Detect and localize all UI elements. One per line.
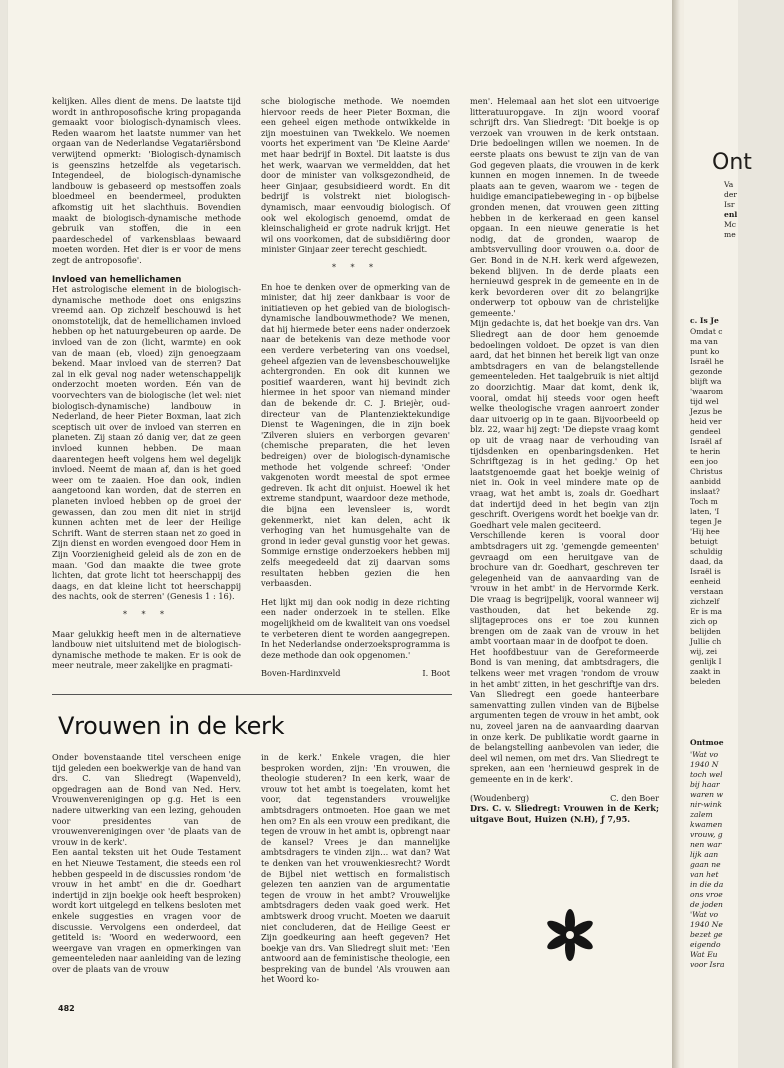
- right-page-column: [690, 327, 750, 687]
- text-line: 1940 N: [690, 760, 719, 769]
- text-line: zaakt in: [690, 667, 721, 676]
- text-line: toch wel: [690, 770, 723, 779]
- right-page-heading: Ontmoe: [690, 738, 724, 747]
- asterisk-ornament-icon: [540, 905, 600, 965]
- text-line: eenheid: [690, 577, 721, 586]
- paragraph: Mijn gedachte is, dat het boekje van drs. Van Sliedregt aan de door hem genoemde bedoelingen voldoet. De opzet is van dien aard, dat het binnen het bereik ligt van onze ambtsdragers en van de belangstellende gemeenteleden. Het taalgebruik is niet altijd zo doorzichtig. Maar dat komt, denk ik, vooral, omdat hij steeds voor ogen heeft welke theologische vragen aanroert zonder daar uitvoerig op in te gaan. Bijvoorbeeld op blz. 22, waar hij zegt: 'De diepste vraag komt op uit de vraag naar de verhouding van tijdsdenken en openbaringsdenken. Het Schriftgezag is in het geding.' Op het laatstgenoemde gaat het boekje weinig of niet in. Ook in veel mindere mate op de vraag, wat het ambt is, zoals dr. Goedhart dat indertijd deed in het begin van zijn geschrift. Overigens wordt het boekje van dr. Goedhart vele malen geciteerd.: [470, 318, 659, 530]
- text-line: tegen Je: [690, 517, 722, 526]
- text-line: beleden: [690, 677, 721, 686]
- text-line: lijk aan: [690, 850, 719, 859]
- text-line: in die da: [690, 880, 724, 889]
- text-line: 'Wat vo: [690, 750, 719, 759]
- text-line: ma van: [690, 337, 718, 346]
- text-line: verstaan: [690, 587, 724, 596]
- paragraph: Het hoofdbestuur van de Gereformeerde Bond is van mening, dat ambtsdragers, die telkens weer met vragen 'rondom de vrouw in het ambt' zitten, in het geschriftje van drs. Van Sliedregt een goede hanteerbare samenvatting zullen vinden van de Bijbelse argumenten tegen de vrouw in het ambt, ook nu, zoveel jaren na de aanvaarding daarvan in onze kerk. De publikatie wordt gaarne in de belangstelling aanbevolen van ieder, die deel wil nemen, om met drs. Van Sliedregt te spreken, aan een 'hernieuwd gesprek in de gemeente en in de kerk'.: [470, 646, 659, 784]
- book-reference: Drs. C. v. Sliedregt: Vrouwen in de Kerk; uitgave Bout, Huizen (N.H), ƒ 7,95.: [470, 803, 659, 824]
- author-place: Boven-Hardinxveld: [261, 668, 341, 679]
- text-line: betuigt: [690, 537, 718, 546]
- text-line: bezet ge: [690, 930, 723, 939]
- page-number: 482: [58, 1004, 75, 1013]
- text-line: wij, zei: [690, 647, 718, 656]
- right-page: [684, 0, 752, 1068]
- text-line: zichzelf: [690, 597, 720, 606]
- text-line: inslaat?: [690, 487, 720, 496]
- text-line: kwamen: [690, 820, 723, 829]
- text-line: Israël he: [690, 357, 724, 366]
- text-line: een joo: [690, 457, 718, 466]
- paragraph: Verschillende keren is vooral door ambtsdragers uit zg. 'gemengde gemeenten' gevraagd om een heruitgave van de brochure van dr. Goedhart, geschreven ter gelegenheid van de aanvaarding van de 'vrouw in het ambt' in de Hervormde Kerk. Die vraag is begrijpelijk, vooral wanneer wij vasthouden, dat het bekende zg. slijtageproces ons er toe zou kunnen brengen om de zaak van de vrouw in het ambt voortaan maar in de doofpot te doen.: [470, 530, 659, 647]
- text-line: zalem: [690, 810, 713, 819]
- text-line: zich op: [690, 617, 718, 626]
- text-line: 'Wat vo: [690, 910, 719, 919]
- text-line: gezonde: [690, 367, 723, 376]
- author-place: (Woudenberg): [470, 792, 530, 803]
- right-page-column: [690, 750, 750, 970]
- text-line: Israël is: [690, 567, 721, 576]
- text-line: de joden: [690, 900, 723, 909]
- text-line: punt ko: [690, 347, 720, 356]
- text-line: Jezus be: [690, 407, 723, 416]
- article-title: Vrouwen in de kerk: [58, 712, 285, 740]
- right-page-heading: c. Is Je: [690, 316, 719, 325]
- text-line: te herin: [690, 447, 721, 456]
- section-separator: * * *: [331, 262, 380, 272]
- text-line: Er is ma: [690, 607, 723, 616]
- text-line: Israël af: [690, 437, 722, 446]
- text-line: gaan ne: [690, 860, 721, 869]
- top-article-column-3: [470, 96, 659, 824]
- top-article-column-1: [52, 96, 241, 671]
- top-article-column-2: [261, 96, 450, 679]
- text-line: bij haar: [690, 780, 720, 789]
- text-line: belijden: [690, 627, 721, 636]
- text-line: aanbidd: [690, 477, 721, 486]
- section-divider: [52, 694, 452, 695]
- text-line: Jullie ch: [690, 637, 722, 646]
- text-line: 1940 Ne: [690, 920, 723, 929]
- section-separator: * * *: [122, 609, 171, 619]
- paragraph: En hoe te denken over de opmerking van de minister, dat hij zeer dankbaar is voor de initiatieven op het gebied van de biologisch-dynamische landbouwmethode? We menen, dat hij hiermede beter eens nader onderzoek naar de betekenis van deze methode voor een verdere verbetering van ons voedsel, geheel afgezien van de levensbeschouwelijke achtergronden. En ook dit kunnen we positief waarderen, want hij bevindt zich hiermee in het spoor van niemand minder dan de bekende dr. C. J. Briejèr, oud-directeur van de Plantenziektekundige Dienst te Wageningen, die in zijn boek 'Zilveren sluiers en verborgen gevaren' (chemische preparaten, die het leven bedreigen) over de biologisch-dynamische methode het volgende schreef: 'Onder vakgenoten wordt meestal de spot ermee gedreven. Ik acht dit onjuist. Hoewel ik het extreme standpunt, waardoor deze methode, die bijna een levensleer is, wordt gekenmerkt, niet kan delen, acht ik verhoging van het humusgehalte van de grond in ieder geval gunstig voor het gewas. Sommige ernstige onderzoekers hebben mij zelfs meegedeeld dat zij daarvan soms resultaten hebben gezien die hen verbaasden.: [261, 281, 450, 589]
- text-line: 'waarom: [690, 387, 724, 396]
- page-gutter: [672, 0, 684, 1068]
- text-line: genlijk I: [690, 657, 722, 666]
- text-line: vrouw, g: [690, 830, 723, 839]
- paragraph: in de kerk.' Enkele vragen, die hier besproken worden, zijn: 'En vrouwen, die theologie studeren? In een kerk, waar de vrouw tot het ambt is toegelaten, komt het voor, dat tegenstanders vrouwelijke ambtsdragers ontmoeten. Hoe gaan we met hen om? En als een vrouw een predikant, die tegen de vrouw in het ambt is, opbrengt naar de kansel? Vrees je dan mannelijke ambtsdragers te vinden zijn… wat dan? Wat te denken van het vrouwenkiesrecht? Wordt de Bijbel niet wettisch en formalistisch gelezen ten aanzien van de argumentatie tegen de vrouw in het ambt? Vrouwelijke ambtsdragers deden vaak goed werk. Het ambtswerk droog vrucht. Moeten we daaruit niet concluderen, dat de Heilige Geest er Zijn goedkeuring aan heeft gegeven? Het boekje van drs. Van Sliedregt sluit met: 'Een antwoord aan de feministische theologie, een bespreking van de bundel 'Als vrouwen aan het Woord ko-: [261, 752, 450, 985]
- text-line: gendeel: [690, 427, 721, 436]
- text-line: heid ver: [690, 417, 722, 426]
- text-line: daad, da: [690, 557, 723, 566]
- right-page-title: Ont: [712, 150, 752, 175]
- article-signature: [261, 668, 450, 679]
- paragraph: Een aantal teksten uit het Oude Testament en het Nieuwe Testament, die steeds een rol hebben gespeeld in de discussies rondom 'de vrouw in het ambt' en die dr. Goedhart indertijd in zijn boekje ook heeft besproken) wordt kort uitgelegd en telkens besloten met enkele suggesties en vragen voor de discussie. Vervolgens een onderdeel, dat getiteld is: 'Woord en wederwoord, een weergave van vragen en opmerkingen van gemeenteleden naar aanleiding van de lezing over de plaats van de vrouw: [52, 847, 242, 974]
- text-line: nir-wink: [690, 800, 722, 809]
- text-line: schuldig: [690, 547, 723, 556]
- section-heading: Invloed van hemellichamen: [52, 273, 182, 284]
- author-name: I. Boot: [422, 668, 450, 679]
- text-line: laten, 'I: [690, 507, 720, 516]
- right-page-intro: Va der Isr enl Mc me: [724, 180, 738, 239]
- author-name: C. den Boer: [610, 792, 659, 803]
- text-line: voor Isra: [690, 960, 725, 969]
- paragraph: Het astrologische element in de biologisch-dynamische methode doet ons enigszins vreemd aan. Op zichzelf beschouwd is het onomstotelijk, dat de hemellichamen invloed hebben op het natuurgebeuren op aarde. De invloed van de zon (licht, warmte) en ook van de maan (eb, vloed) zijn genoegzaam bekend. Maar invloed van de sterren? Dat zal in elk geval nog nader wetenschappelijk onderzocht moeten worden. Eén van de voorvechters van de biologische (let wel: niet biologisch-dynamische) landbouw in Nederland, de heer Pieter Boxman, laat zich sceptisch uit over de invloed van sterren en planeten. Zij staan zó danig ver, dat ze geen invloed kunnen hebben. De maan daarentegen heeft volgens hem wel degelijk invloed. Neemt de maan af, dan is het goed weer om te zaaien. Hoe dan ook, indien aangetoond kan worden, dat de sterren en planeten invloed hebben op de groei der gewassen, dan zou men dit niet in strijd kunnen achten met de leer der Heilige Schrift. Want de sterren staan net zo goed in Zijn dienst en worden evengoed door Hem in Zijn Voorzienigheid geleid als de zon en de maan. 'God dan maakte die twee grote lichten, dat grote licht tot heerschappij des daags, en dat kleine licht tot heerschappij des nachts, ook de sterren' (Genesis 1 : 16).: [52, 284, 241, 602]
- text-line: Toch m: [690, 497, 718, 506]
- bottom-article-column-2: [261, 752, 450, 985]
- text-line: Christus: [690, 467, 723, 476]
- paragraph: Maar gelukkig heeft men in de alternatieve landbouw niet uitsluitend met de biologisch-dynamische methode te maken. Er is ook de meer neutrale, meer zakelijke en pragmati-: [52, 628, 241, 671]
- text-line: ons vroe: [690, 890, 723, 899]
- paragraph: sche biologische methode. We noemden hiervoor reeds de heer Pieter Boxman, die een geheel eigen methode ontwikkelde in zijn moestuinen van Twekkelo. We noemen voorts het experiment van 'De Kleine Aarde' met haar bedrijf in Boxtel. Dit laatste is dus het werk, waarvan we vermeldden, dat het door de minister van volksgezondheid, de heer Ginjaar, gesubsidieerd wordt. En dit bedrijf is volstrekt niet biologisch-dynamisch, maar eenvoudig biologisch. Of ook wel ekologisch genoemd, omdat de kleinschaligheid er grote nadruk krijgt. Het wil ons voorkomen, dat de subsidiëring door minister Ginjaar zeer terecht geschiedt.: [261, 96, 450, 255]
- bottom-article-column-1: [52, 752, 241, 974]
- text-line: blijft wa: [690, 377, 722, 386]
- paragraph: kelijken. Alles dient de mens. De laatste tijd wordt in anthroposofische kring propaganda gemaakt voor biologisch-dynamisch vlees. Reden waarom het laatste nummer van het orgaan van de Nederlandse Vegatariërsbond verwijtend opmerkt: 'Biologisch-dynamisch is geenszins hetzelfde als vegetarisch. Integendeel, de biologisch-dynamische landbouw is gebaseerd op mestsoffen zoals bloedmeel en beendermeel, produkten afkomstig uit het slachthuis. Bovendien maakt de biologisch-dynamische methode gebruik van stoffen, die in een paardeschedel of varkensblaas bewaard moeten worden. Het dier is er voor de mens zegt de antroposofie'.: [52, 96, 241, 265]
- text-line: van het: [690, 870, 719, 879]
- paragraph: men'. Helemaal aan het slot een uitvoerige litteratuuropgave. In zijn woord vooraf schrijft drs. Van Sliedregt: 'Dit boekje is op verzoek van vrouwen in de kerk ontstaan. Drie bedoelingen willen we noemen. In de eerste plaats ons bewust te zijn van de van God gegeven plaats, die vrouwen in de kerk kunnen en mogen innemen. In de tweede plaats aan te geven, waarom we - tegen de huidige emancipatiebeweging in - op bijbelse gronden menen, dat vrouwen geen zitting hebben in de kerkeraad en geen kansel opgaan. In een nieuwe generatie is het nodig, dat de gronden, waarop de ambtsvervulling door vrouwen o.a. door de Ger. Bond in de N.H. kerk werd afgewezen, bekend blijven. In de derde plaats een hernieuwd gesprek in de gemeente en in de kerk bevorderen over dit zo belangrijke onderwerp tot opbouw van de christelijke gemeente.': [470, 96, 659, 318]
- text-line: Wat Eu: [690, 950, 718, 959]
- paragraph: Onder bovenstaande titel verscheen enige tijd geleden een boekwerkje van de hand van drs. C. van Sliedregt (Wapenveld), opgedragen aan de Bond van Ned. Herv. Vrouwenverenigingen op g.g. Het is een nadere uitwerking van een lezing, gehouden voor presidentes van de vrouwenverenigingen over 'de plaats van de vrouw in de kerk'.: [52, 752, 241, 847]
- text-line: 'Hij hee: [690, 527, 720, 536]
- text-line: tijd wel: [690, 397, 719, 406]
- paragraph: Het lijkt mij dan ook nodig in deze richting een nader onderzoek in te stellen. Elke mogelijkheid om de kwaliteit van ons voedsel te verbeteren dient te worden aangegrepen. In het Nederlandse onderzoeksprogramma is deze methode dan ook opgenomen.': [261, 596, 450, 660]
- text-line: Omdat c: [690, 327, 723, 336]
- text-line: eigendo: [690, 940, 721, 949]
- text-line: nen war: [690, 840, 722, 849]
- article-signature: [470, 793, 659, 804]
- text-line: waren w: [690, 790, 723, 799]
